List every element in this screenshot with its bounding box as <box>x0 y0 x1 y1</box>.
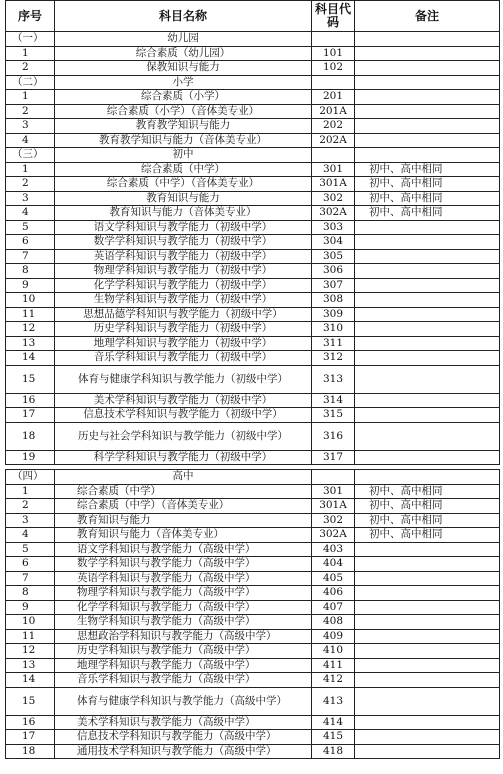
row-note <box>355 61 500 76</box>
subject-name: 教育知识与能力（音体美专业） <box>55 528 312 543</box>
row-note <box>355 408 500 423</box>
table-row <box>6 586 500 601</box>
subject-code: 306 <box>312 264 355 279</box>
row-seq: 2 <box>6 104 55 119</box>
row-seq: 4 <box>6 528 55 543</box>
row-seq: 3 <box>6 513 55 528</box>
row-note <box>355 336 500 351</box>
subject-table-part1 <box>5 0 500 465</box>
row-seq: 1 <box>6 46 55 61</box>
section-row <box>6 32 500 47</box>
row-note <box>355 542 500 557</box>
subject-code: 414 <box>312 715 355 730</box>
row-note: 初中、高中相同 <box>355 499 500 514</box>
table-row <box>6 644 500 659</box>
row-seq: 11 <box>6 629 55 644</box>
subject-name: 体育与健康学科知识与教学能力（高级中学） <box>55 687 312 715</box>
row-note <box>355 307 500 322</box>
subject-code: 310 <box>312 322 355 337</box>
row-seq: 11 <box>6 307 55 322</box>
subject-code: 315 <box>312 408 355 423</box>
row-note <box>355 322 500 337</box>
row-seq: 6 <box>6 557 55 572</box>
row-seq: 15 <box>6 687 55 715</box>
subject-code: 404 <box>312 557 355 572</box>
row-note <box>355 615 500 630</box>
subject-code: 415 <box>312 730 355 745</box>
table-row <box>6 513 500 528</box>
subject-code: 305 <box>312 249 355 264</box>
row-seq: 3 <box>6 191 55 206</box>
row-note <box>355 730 500 745</box>
header-name: 科目名称 <box>55 1 312 32</box>
subject-name: 思想政治学科知识与教学能力（高级中学） <box>55 629 312 644</box>
subject-code: 409 <box>312 629 355 644</box>
row-note <box>355 644 500 659</box>
subject-code: 308 <box>312 293 355 308</box>
subject-name: 美术学科知识与教学能力（初级中学） <box>55 393 312 408</box>
subject-code: 317 <box>312 450 355 465</box>
row-note <box>355 571 500 586</box>
row-note <box>355 90 500 105</box>
row-note <box>355 104 500 119</box>
subject-code: 303 <box>312 220 355 235</box>
subject-name: 生物学科知识与教学能力（初级中学） <box>55 293 312 308</box>
table-row <box>6 393 500 408</box>
subject-name: 语文学科知识与教学能力（高级中学） <box>55 542 312 557</box>
row-seq: 17 <box>6 408 55 423</box>
row-seq: 14 <box>6 351 55 366</box>
subject-name: 幼儿园 <box>55 32 312 47</box>
subject-code: 309 <box>312 307 355 322</box>
table-row <box>6 119 500 134</box>
row-note <box>355 264 500 279</box>
row-seq: 18 <box>6 744 55 759</box>
row-seq: （三） <box>6 148 55 163</box>
subject-name: 体育与健康学科知识与教学能力（初级中学） <box>55 365 312 393</box>
row-note: 初中、高中相同 <box>355 528 500 543</box>
table-row <box>6 571 500 586</box>
subject-code: 403 <box>312 542 355 557</box>
row-note <box>355 220 500 235</box>
row-note <box>355 470 500 485</box>
table-row <box>6 336 500 351</box>
row-seq: 14 <box>6 673 55 688</box>
row-note <box>355 450 500 465</box>
subject-name: 保教知识与能力 <box>55 61 312 76</box>
subject-code: 410 <box>312 644 355 659</box>
table-row <box>6 104 500 119</box>
row-seq: 1 <box>6 162 55 177</box>
row-seq: 5 <box>6 220 55 235</box>
row-seq: 8 <box>6 264 55 279</box>
table-row <box>6 673 500 688</box>
subject-code: 301 <box>312 484 355 499</box>
row-note <box>355 351 500 366</box>
subject-name: 综合素质（中学） <box>55 484 312 499</box>
table-body-part2 <box>6 470 500 759</box>
subject-code: 314 <box>312 393 355 408</box>
row-note: 初中、高中相同 <box>355 162 500 177</box>
subject-name: 历史学科知识与教学能力（高级中学） <box>55 644 312 659</box>
row-seq: 1 <box>6 484 55 499</box>
row-note: 初中、高中相同 <box>355 484 500 499</box>
subject-name: 物理学科知识与教学能力（初级中学） <box>55 264 312 279</box>
table-row <box>6 46 500 61</box>
subject-name: 数学学科知识与教学能力（初级中学） <box>55 235 312 250</box>
row-seq: 4 <box>6 133 55 148</box>
subject-name: 教育教学知识与能力 <box>55 119 312 134</box>
table-row <box>6 484 500 499</box>
table-row <box>6 307 500 322</box>
subject-name: 综合素质（中学）（音体美专业） <box>55 177 312 192</box>
subject-code: 302A <box>312 206 355 221</box>
row-seq: 2 <box>6 177 55 192</box>
row-note <box>355 393 500 408</box>
row-seq: 12 <box>6 644 55 659</box>
row-seq: 7 <box>6 249 55 264</box>
row-seq: 9 <box>6 278 55 293</box>
row-note <box>355 557 500 572</box>
row-seq: 16 <box>6 393 55 408</box>
subject-code: 413 <box>312 687 355 715</box>
table-row <box>6 162 500 177</box>
table-row <box>6 133 500 148</box>
subject-name: 科学学科知识与教学能力（初级中学） <box>55 450 312 465</box>
subject-name: 历史与社会学科知识与教学能力（初级中学） <box>55 422 312 450</box>
row-seq: 2 <box>6 499 55 514</box>
table-row <box>6 658 500 673</box>
table-row <box>6 629 500 644</box>
subject-code: 311 <box>312 336 355 351</box>
table-row <box>6 351 500 366</box>
row-note <box>355 744 500 759</box>
table-row <box>6 220 500 235</box>
row-note <box>355 119 500 134</box>
subject-code: 202A <box>312 133 355 148</box>
subject-code: 202 <box>312 119 355 134</box>
table-row <box>6 600 500 615</box>
row-note <box>355 673 500 688</box>
row-seq: （一） <box>6 32 55 47</box>
subject-code: 302 <box>312 513 355 528</box>
subject-name: 思想品德学科知识与教学能力（初级中学） <box>55 307 312 322</box>
row-note <box>355 32 500 47</box>
table-row <box>6 715 500 730</box>
row-note <box>355 75 500 90</box>
row-seq: 7 <box>6 571 55 586</box>
table-row <box>6 264 500 279</box>
subject-code: 302 <box>312 191 355 206</box>
table-row <box>6 615 500 630</box>
row-seq: 8 <box>6 586 55 601</box>
table-row <box>6 61 500 76</box>
subject-name: 通用技术学科知识与教学能力（高级中学） <box>55 744 312 759</box>
row-seq: 9 <box>6 600 55 615</box>
table-row <box>6 235 500 250</box>
subject-code: 312 <box>312 351 355 366</box>
row-note: 初中、高中相同 <box>355 191 500 206</box>
row-seq: 15 <box>6 365 55 393</box>
table-row <box>6 542 500 557</box>
subject-code <box>312 470 355 485</box>
subject-code: 406 <box>312 586 355 601</box>
header-code: 科目代码 <box>312 1 355 32</box>
row-note <box>355 293 500 308</box>
row-seq: 5 <box>6 542 55 557</box>
subject-name: 综合素质（小学） <box>55 90 312 105</box>
header-seq: 序号 <box>6 1 55 32</box>
table-row <box>6 365 500 393</box>
subject-name: 美术学科知识与教学能力（高级中学） <box>55 715 312 730</box>
table-row <box>6 528 500 543</box>
row-note <box>355 629 500 644</box>
subject-code: 407 <box>312 600 355 615</box>
subject-name: 数学学科知识与教学能力（高级中学） <box>55 557 312 572</box>
subject-name: 初中 <box>55 148 312 163</box>
table-row <box>6 278 500 293</box>
section-row <box>6 148 500 163</box>
table-row <box>6 499 500 514</box>
row-seq: 10 <box>6 293 55 308</box>
row-note <box>355 422 500 450</box>
subject-name: 英语学科知识与教学能力（初级中学） <box>55 249 312 264</box>
subject-name: 教育知识与能力 <box>55 513 312 528</box>
subject-code: 411 <box>312 658 355 673</box>
row-note <box>355 715 500 730</box>
subject-name: 化学学科知识与教学能力（高级中学） <box>55 600 312 615</box>
table-row <box>6 450 500 465</box>
subject-code: 201A <box>312 104 355 119</box>
subject-name: 高中 <box>55 470 312 485</box>
subject-code: 301A <box>312 177 355 192</box>
row-note <box>355 46 500 61</box>
subject-name: 综合素质（小学）（音体美专业） <box>55 104 312 119</box>
subject-code: 408 <box>312 615 355 630</box>
subject-code: 302A <box>312 528 355 543</box>
subject-code <box>312 75 355 90</box>
table-row <box>6 249 500 264</box>
row-seq: 2 <box>6 61 55 76</box>
row-note <box>355 278 500 293</box>
row-note <box>355 600 500 615</box>
subject-name: 教育知识与能力 <box>55 191 312 206</box>
subject-code: 405 <box>312 571 355 586</box>
table-row <box>6 730 500 745</box>
row-seq: 3 <box>6 119 55 134</box>
row-note <box>355 249 500 264</box>
subject-name: 物理学科知识与教学能力（高级中学） <box>55 586 312 601</box>
subject-name: 教育知识与能力（音体美专业） <box>55 206 312 221</box>
table-body-part1 <box>6 32 500 465</box>
table-row <box>6 422 500 450</box>
subject-code: 301A <box>312 499 355 514</box>
row-note <box>355 365 500 393</box>
row-note <box>355 658 500 673</box>
row-seq: 17 <box>6 730 55 745</box>
subject-name: 语文学科知识与教学能力（初级中学） <box>55 220 312 235</box>
subject-code: 418 <box>312 744 355 759</box>
row-note <box>355 586 500 601</box>
subject-code <box>312 148 355 163</box>
subject-name: 信息技术学科知识与教学能力（高级中学） <box>55 730 312 745</box>
row-note: 初中、高中相同 <box>355 513 500 528</box>
table-row <box>6 206 500 221</box>
subject-code: 201 <box>312 90 355 105</box>
subject-name: 综合素质（中学）（音体美专业） <box>55 499 312 514</box>
table-row <box>6 191 500 206</box>
subject-code: 101 <box>312 46 355 61</box>
subject-code: 316 <box>312 422 355 450</box>
subject-name: 音乐学科知识与教学能力（初级中学） <box>55 351 312 366</box>
subject-name: 综合素质（幼儿园） <box>55 46 312 61</box>
subject-code: 307 <box>312 278 355 293</box>
subject-name: 音乐学科知识与教学能力（高级中学） <box>55 673 312 688</box>
section-row <box>6 470 500 485</box>
subject-name: 生物学科知识与教学能力（高级中学） <box>55 615 312 630</box>
table-row <box>6 90 500 105</box>
row-note <box>355 687 500 715</box>
row-note: 初中、高中相同 <box>355 206 500 221</box>
section-row <box>6 75 500 90</box>
subject-name: 地理学科知识与教学能力（初级中学） <box>55 336 312 351</box>
table-row <box>6 322 500 337</box>
row-seq: 4 <box>6 206 55 221</box>
header-note: 备注 <box>355 1 500 32</box>
row-seq: （二） <box>6 75 55 90</box>
subject-name: 历史学科知识与教学能力（初级中学） <box>55 322 312 337</box>
row-seq: 19 <box>6 450 55 465</box>
table-row <box>6 177 500 192</box>
subject-code: 102 <box>312 61 355 76</box>
subject-name: 化学学科知识与教学能力（初级中学） <box>55 278 312 293</box>
subject-name: 英语学科知识与教学能力（高级中学） <box>55 571 312 586</box>
row-seq: 6 <box>6 235 55 250</box>
subject-code: 304 <box>312 235 355 250</box>
table-row <box>6 687 500 715</box>
row-note <box>355 148 500 163</box>
row-seq: 12 <box>6 322 55 337</box>
table-row <box>6 744 500 759</box>
row-seq: 10 <box>6 615 55 630</box>
row-note: 初中、高中相同 <box>355 177 500 192</box>
row-seq: 18 <box>6 422 55 450</box>
subject-name: 信息技术学科知识与教学能力（初级中学） <box>55 408 312 423</box>
table-row <box>6 293 500 308</box>
subject-code: 412 <box>312 673 355 688</box>
row-seq: 13 <box>6 336 55 351</box>
subject-name: 小学 <box>55 75 312 90</box>
subject-code: 301 <box>312 162 355 177</box>
subject-code <box>312 32 355 47</box>
row-seq: （四） <box>6 470 55 485</box>
subject-table-part2 <box>5 469 500 759</box>
row-seq: 16 <box>6 715 55 730</box>
row-seq: 1 <box>6 90 55 105</box>
subject-code: 313 <box>312 365 355 393</box>
row-note <box>355 133 500 148</box>
subject-name: 地理学科知识与教学能力（高级中学） <box>55 658 312 673</box>
table-row <box>6 557 500 572</box>
row-seq: 13 <box>6 658 55 673</box>
subject-name: 综合素质（中学） <box>55 162 312 177</box>
table-row <box>6 408 500 423</box>
row-note <box>355 235 500 250</box>
subject-name: 教育教学知识与能力（音体美专业） <box>55 133 312 148</box>
